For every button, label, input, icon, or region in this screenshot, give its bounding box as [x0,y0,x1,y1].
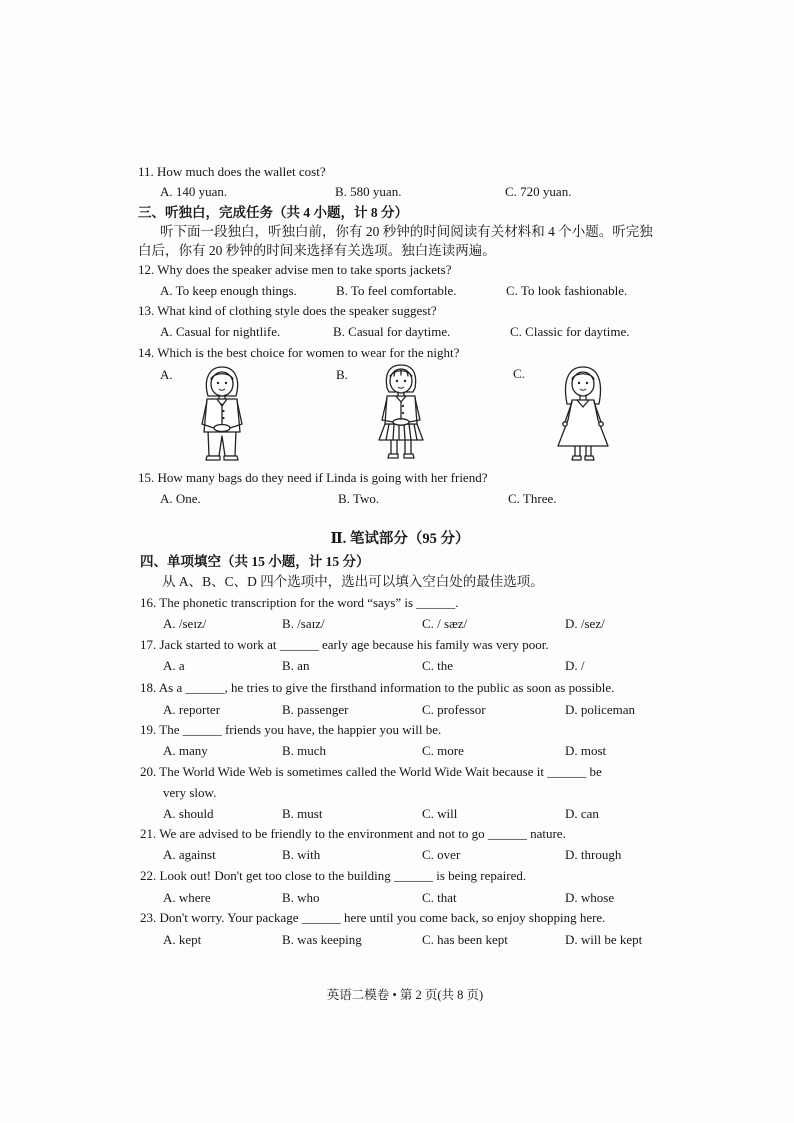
girl-jacket-trousers-picture [192,364,252,462]
question-22-option-c: C. that [422,890,457,905]
question-11-option-b: B. 580 yuan. [335,184,402,199]
question-11-option-c: C. 720 yuan. [505,184,572,199]
question-11-option-a: A. 140 yuan. [160,184,228,199]
question-13-option-b: B. Casual for daytime. [333,324,451,339]
section-3-instruction-line-2: 白后，你有 20 秒钟的时间来选择有关选项。独白连读两遍。 [138,243,496,258]
question-18-option-b: B. passenger [282,702,349,717]
question-15-stem: 15. How many bags do they need if Linda is going with her friend? [138,470,488,485]
question-19-option-a: A. many [163,743,208,758]
question-17-option-d: D. / [565,658,585,673]
question-18-stem: 18. As a ______, he tries to give the firsthand information to the public as soon as possible. [140,680,615,695]
question-20-option-a: A. should [163,806,214,821]
question-18-option-d: D. policeman [565,702,636,717]
question-16-option-c: C. / sæz/ [422,616,468,631]
question-18-option-a: A. reporter [163,702,221,717]
question-14-stem: 14. Which is the best choice for women to wear for the night? [138,345,460,360]
question-16-stem: 16. The phonetic transcription for the word “says” is ______. [140,595,459,610]
question-13-stem: 13. What kind of clothing style does the speaker suggest? [138,303,437,318]
question-23-option-c: C. has been kept [422,932,508,947]
question-21-stem: 21. We are advised to be friendly to the environment and not to go ______ nature. [140,826,566,841]
part-2-heading: Ⅱ. 笔试部分（95 分） [330,531,470,547]
section-3-heading: 三、听独白，完成任务（共 4 小题，计 8 分） [138,205,408,220]
question-13-option-a: A. Casual for nightlife. [160,324,281,339]
question-14-option-b: B. [336,367,348,382]
page-footer: 英语二模卷 • 第 2 页(共 8 页) [326,988,484,1002]
section-4-instruction: 从 A、B、C、D 四个选项中，选出可以填入空白处的最佳选项。 [162,574,544,589]
question-20-stem: 20. The World Wide Web is sometimes called the World Wide Wait because it ______ be [140,764,602,779]
question-16-option-d: D. /sez/ [565,616,605,631]
question-17-option-c: C. the [422,658,454,673]
section-4-heading: 四、单项填空（共 15 小题，计 15 分） [140,554,370,569]
question-19-option-c: C. more [422,743,464,758]
question-21-option-a: A. against [163,847,216,862]
section-3-instruction-line-1: 听下面一段独白，听独白前，你有 20 秒钟的时间阅读有关材料和 4 个小题。听完独 [160,224,653,239]
question-15-option-a: A. One. [160,491,201,506]
girl-dress-picture [553,364,613,462]
question-14-option-c: C. [513,366,525,381]
question-22-option-a: A. where [163,890,211,905]
question-17-option-a: A. a [163,658,185,673]
question-19-option-d: D. most [565,743,607,758]
question-11-stem: 11. How much does the wallet cost? [138,164,326,179]
question-19-stem: 19. The ______ friends you have, the happier you will be. [140,722,442,737]
question-22-option-b: B. who [282,890,320,905]
question-18-option-c: C. professor [422,702,486,717]
question-17-stem: 17. Jack started to work at ______ early age because his family was very poor. [140,637,549,652]
question-23-option-d: D. will be kept [565,932,643,947]
question-19-option-b: B. much [282,743,327,758]
question-14-option-a: A. [160,367,173,382]
question-16-option-a: A. /seɪz/ [163,616,207,631]
question-12-stem: 12. Why does the speaker advise men to take sports jackets? [138,262,452,277]
question-21-option-c: C. over [422,847,461,862]
question-15-option-c: C. Three. [508,491,557,506]
question-20-option-b: B. must [282,806,323,821]
question-21-option-d: D. through [565,847,622,862]
question-23-option-b: B. was keeping [282,932,362,947]
question-23-stem: 23. Don't worry. Your package ______ here until you come back, so enjoy shopping here. [140,910,606,925]
question-23-option-a: A. kept [163,932,202,947]
question-21-option-b: B. with [282,847,321,862]
question-22-option-d: D. whose [565,890,615,905]
question-15-option-b: B. Two. [338,491,380,506]
question-20-option-d: D. can [565,806,599,821]
question-17-option-b: B. an [282,658,310,673]
girl-jacket-skirt-picture [370,362,432,462]
question-22-stem: 22. Look out! Don't get too close to the building ______ is being repaired. [140,868,527,883]
question-16-option-b: B. /saɪz/ [282,616,325,631]
question-13-option-c: C. Classic for daytime. [510,324,630,339]
question-12-option-b: B. To feel comfortable. [336,283,457,298]
question-12-option-a: A. To keep enough things. [160,283,297,298]
question-20-option-c: C. will [422,806,458,821]
question-12-option-c: C. To look fashionable. [506,283,628,298]
question-20-stem-continued: very slow. [163,785,217,800]
